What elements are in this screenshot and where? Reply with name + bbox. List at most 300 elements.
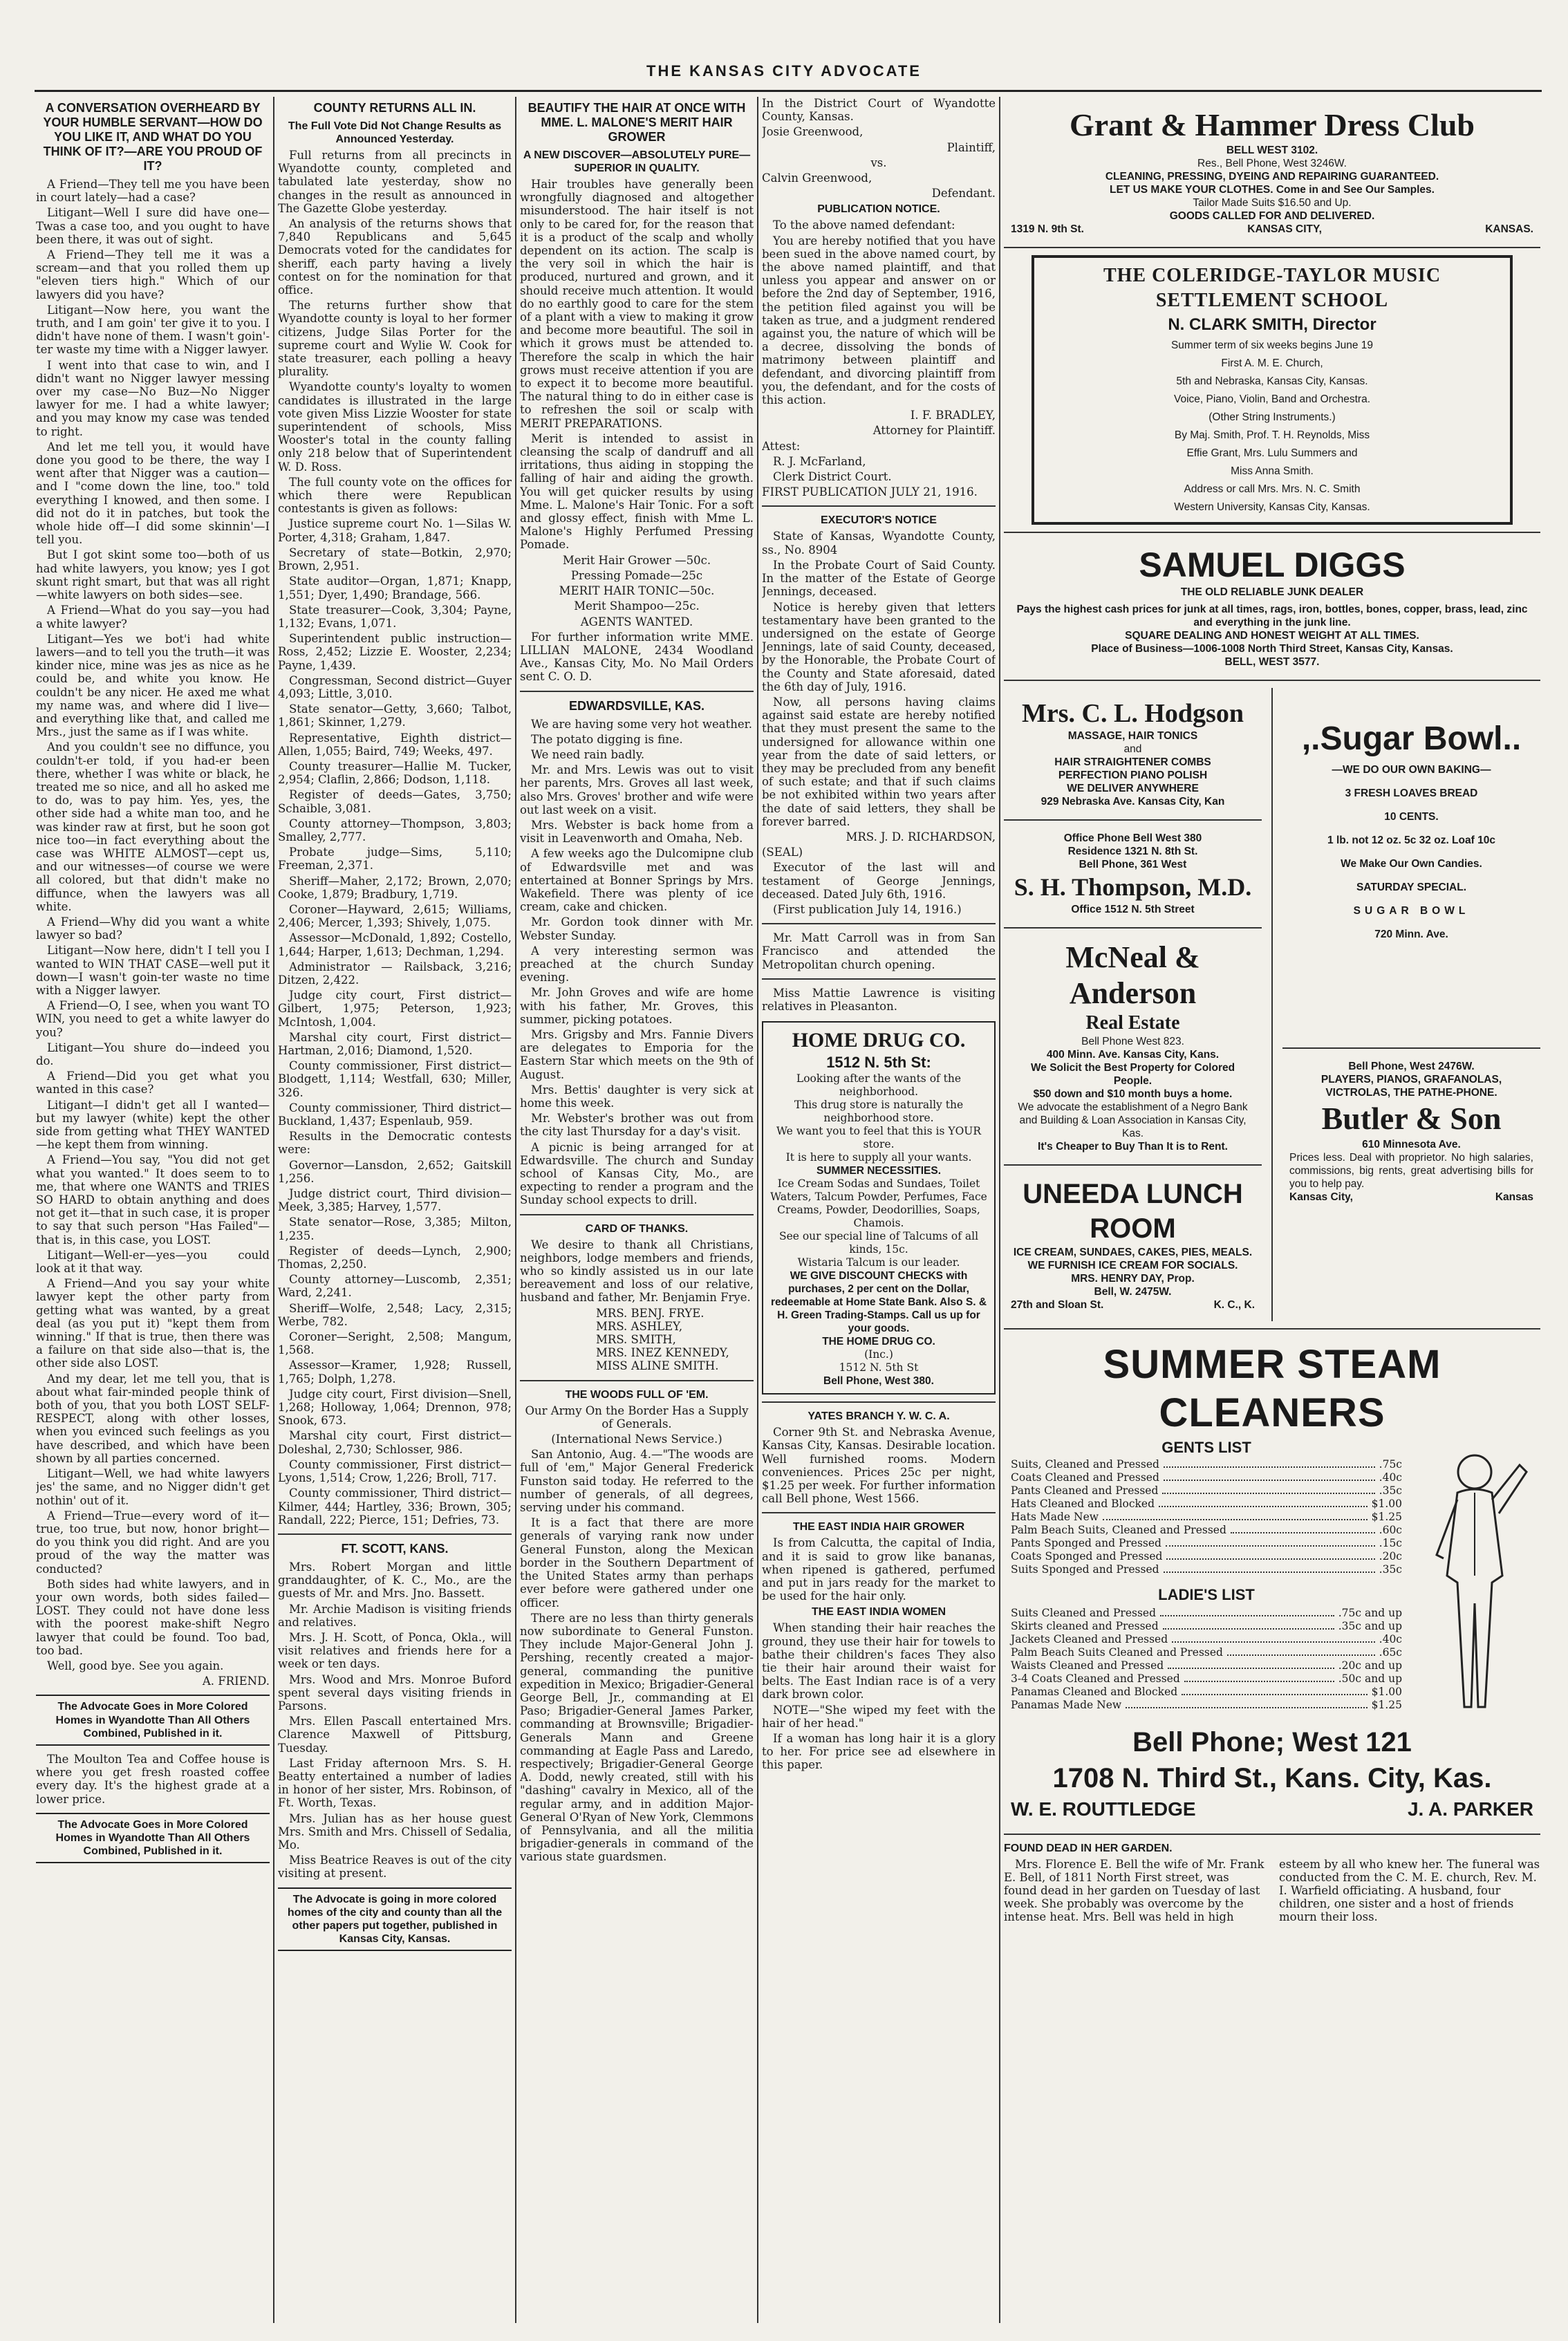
notice-tail: Executor of the last will and testament of George Jennings, deceased. Dated July 6th, 1916.	[762, 861, 996, 901]
divider	[1004, 819, 1262, 821]
column-divider	[515, 97, 516, 2323]
attest-line: R. J. McFarland,	[773, 454, 866, 468]
price-row	[1011, 1672, 1402, 1686]
price-item-value: .35c	[1379, 1484, 1402, 1498]
price-item-label: Palm Beach Suits, Cleaned and Pressed	[1011, 1524, 1226, 1537]
notice-signature: I. F. BRADLEY,	[910, 409, 996, 422]
ad-line: Voice, Piano, Violin, Band and Orchestra.	[1173, 393, 1371, 406]
price-row	[1011, 1699, 1402, 1712]
paragraph: Judge district court, Third division—Meek, 3,385; Harvey, 1,577.	[278, 1187, 512, 1214]
paragraph: Coroner—Hayward, 2,615; Williams, 2,406; Mercer, 1,393; Shively, 1,075.	[278, 902, 512, 930]
price-lists	[1011, 1437, 1533, 1717]
paragraph: County attorney—Luscomb, 2,351; Ward, 2,241.	[278, 1273, 512, 1300]
ad-line: SUMMER NECESSITIES.	[816, 1165, 941, 1177]
column-4	[762, 97, 996, 2323]
paragraph: Litigant—Well, we had white lawyers jes' the same, and no Nigger didn't get nothin' out of it.	[36, 1467, 270, 1507]
divider	[278, 1533, 512, 1535]
ad-line: —WE DO OUR OWN BAKING—	[1332, 764, 1491, 776]
ad-line: HAIR STRAIGHTENER COMBS	[1054, 756, 1211, 769]
ad-title: ,.Sugar Bowl..	[1301, 720, 1522, 758]
paragraph: A Friend—They tell me it was a scream—and that you rolled them up "eleven tiers high." Which of our lawyers did you have?	[36, 248, 270, 301]
ad-line: 5th and Nebraska, Kansas City, Kansas.	[1176, 375, 1368, 388]
notice-signature: Attorney for Plaintiff.	[872, 424, 996, 438]
ad-line: 1 lb. not 12 oz. 5c 32 oz. Loaf 10c	[1327, 834, 1495, 847]
price-item-value: $1.25	[1371, 1511, 1402, 1524]
paragraph: Notice is hereby given that letters testamentary have been granted to the undersigned on the estate of George Jennings, late of said County, deceased, by the Honorable, the Probate Court of the County and State aforesaid, dated the 6th day of July, 1916.	[762, 600, 996, 693]
ad-line: WE FURNISH ICE CREAM FOR SOCIALS.	[1027, 1260, 1238, 1272]
ad-line: MASSAGE, HAIR TONICS	[1067, 730, 1198, 743]
price-row	[1011, 1550, 1402, 1563]
ad-line: Bell Phone West 823.	[1081, 1036, 1184, 1048]
thanks-name: MISS ALINE SMITH.	[596, 1359, 719, 1373]
paragraph: Assessor—McDonald, 1,892; Costello, 1,644; Harper, 1,613; Dechman, 1,294.	[278, 931, 512, 958]
price-row	[1011, 1537, 1402, 1550]
ad-line: Summer term of six weeks begins June 19	[1170, 339, 1374, 352]
price-row	[1011, 1686, 1402, 1699]
ad-line: We advocate the establishment of a Negro Bank and Building & Loan Association in Kansas City, Kas.	[1018, 1101, 1248, 1140]
divider	[520, 1380, 754, 1381]
news-service: (International News Service.)	[551, 1433, 722, 1446]
article-heading: A CONVERSATION OVERHEARD BY YOUR HUMBLE SERVANT—HOW DO YOU LIKE IT, AND WHAT DO YOU THINK OF IT?—ARE YOU PROUD OF IT?	[43, 101, 263, 173]
article-subheading: The Full Vote Did Not Change Results as Announced Yesterday.	[288, 120, 502, 145]
paragraph: The full county vote on the offices for which there were Republican contestants is given as follows:	[278, 475, 512, 516]
price-row	[1011, 1633, 1402, 1646]
price-item-value: .20c and up	[1338, 1659, 1402, 1672]
ads-two-column	[1004, 688, 1540, 1321]
paragraph: Mrs. J. H. Scott, of Ponca, Okla., will visit relatives and friends here for a week or ten days.	[278, 1630, 512, 1671]
paragraph: Administrator — Railsback, 3,216; Ditzen, 2,422.	[278, 960, 512, 987]
ad-line: WE GIVE DISCOUNT CHECKS with purchases, 2 per cent on the Dollar, redeemable at Home State Bank. Also S. & H. Green Trading-Stamps. Call us up for your goods.	[770, 1270, 987, 1335]
ad-line: 10 CENTS.	[1384, 811, 1439, 823]
thanks-name: MRS. BENJ. FRYE.	[596, 1306, 704, 1320]
article-subheading: A NEW DISCOVER—ABSOLUTELY PURE—SUPERIOR IN QUALITY.	[523, 149, 751, 174]
ad-phone: Bell Phone; West 121	[1132, 1726, 1412, 1757]
gents-list-heading: GENTS LIST	[1161, 1439, 1251, 1457]
ad-line: Bell Phone, West 380.	[823, 1375, 934, 1388]
paragraph: And my dear, let me tell you, that is about what fair-minded people think of both of you, that you both LOST SELF-RESPECT, along with other losses, when you evinced such feelings as you have described, and which have been shown by all parties concerned.	[36, 1372, 270, 1465]
price-item: Pressing Pomade—25c	[570, 568, 703, 582]
ladies-list	[1011, 1607, 1402, 1712]
paragraph: Mr. John Groves and wife are home with his father, Mr. Groves, this summer, picking potatoes.	[520, 986, 754, 1026]
ad-line: CLEANING, PRESSING, DYEING AND REPAIRING GUARANTEED.	[1105, 171, 1439, 183]
article-body	[278, 1560, 512, 1881]
paragraph: I went into that case to win, and I didn't want no Nigger lawyer messing over my case—No Buz—No Nigger lawyer for me. I had a white lawyer; and you may know my case was tended to right.	[36, 358, 270, 438]
paragraph: Mrs. Wood and Mrs. Monroe Buford spent several days visiting friends in Parsons.	[278, 1672, 512, 1713]
attest-line: Attest:	[762, 439, 801, 453]
paragraph: Judge city court, First district—Gilbert, 1,975; Peterson, 1,923; McIntosh, 1,004.	[278, 989, 512, 1029]
article-heading: CARD OF THANKS.	[585, 1222, 689, 1235]
ad-line: Looking after the wants of the neighborhood.	[796, 1072, 962, 1099]
paragraph: Assessor—Kramer, 1,928; Russell, 1,765; Dolph, 1,278.	[278, 1359, 512, 1386]
gents-list	[1011, 1458, 1402, 1576]
notice-heading: EXECUTOR'S NOTICE	[821, 514, 937, 527]
price-row	[1011, 1659, 1402, 1672]
ad-line: and	[1123, 743, 1142, 756]
ad-owner: J. A. PARKER	[1407, 1798, 1533, 1820]
paragraph: Both sides had white lawyers, and in your own words, both sides failed—LOST. They could not have done less with the poorest make-shift Negro lawyer that could be found. Too bad, too bad.	[36, 1577, 270, 1657]
divider	[520, 691, 754, 692]
court-line: Plaintiff,	[946, 140, 996, 154]
price-row	[1011, 1620, 1402, 1633]
paragraph: A Friend—O, I see, when you want TO WIN, you need to get a white lawyer do you?	[36, 999, 270, 1039]
article-heading: FT. SCOTT, KANS.	[341, 1541, 449, 1556]
paragraph: Wyandotte county's loyalty to women candidates is illustrated in the large vote given Miss Lizzie Wooster for state superintendent of schools, Miss Wooster's total in the county falling only 218 below that of Superintendent W. D. Ross.	[278, 380, 512, 474]
dot-leader	[1126, 1699, 1367, 1708]
paragraph: An analysis of the returns shows that 7,840 Republicans and 5,645 Democrats voted for the candidates for sheriff, each party having a lively contest on for the nomination for that office.	[278, 217, 512, 297]
price-row	[1011, 1607, 1402, 1620]
paragraph: Marshal city court, First district—Hartman, 2,016; Diamond, 1,520.	[278, 1030, 512, 1057]
ad-line: 1512 N. 5th St	[839, 1361, 919, 1374]
ad-line: Miss Anna Smith.	[1231, 465, 1314, 478]
butler-ad	[1282, 1056, 1540, 1208]
paragraph: Representative, Eighth district—Allen, 1,055; Baird, 749; Weeks, 497.	[278, 731, 512, 758]
thanks-names	[520, 1307, 754, 1373]
dot-leader	[1159, 1498, 1368, 1507]
ad-title: S. H. Thompson, M.D.	[1014, 873, 1252, 902]
paragraph: Mr. Archie Madison is visiting friends and relatives.	[278, 1602, 512, 1629]
price-item: AGENTS WANTED.	[580, 615, 693, 628]
price-item-value: .65c	[1379, 1646, 1402, 1659]
paragraph: It is a fact that there are more generals of varying rank now under General Funston, along the Mexican border in the Southern Department of the United States army than perhaps ever before were gathered under one officer.	[520, 1516, 754, 1610]
ladies-list-heading: LADIE'S LIST	[1158, 1586, 1255, 1604]
ad-subtitle: Real Estate	[1085, 1012, 1180, 1034]
divider	[1004, 927, 1262, 929]
paragraph: There are no less than thirty generals now subordinate to General Funston. They include Major-General John J. Pershing, recently created a major-general, commanding the punitive expedition in Mexico; Brigadier-General George Bell, Jr., commanding at El Paso; Brigadier-General James Parker, commanding at Brownsville; Brigadier-Generals Mann and Greene commanding at Eagle Pass and Laredo, respectively; Brigadier-General George A. Dodd, newly created, still with his "dashing" cavalry in Mexico, all of the regular army, and in addition Major-General O'Ryan of New York, Clemmons of Pennsylvania, and all the militia brigadier-generals in command of the various state guardsmen.	[520, 1611, 754, 1864]
samuel-diggs-ad	[1004, 540, 1540, 673]
paragraph: A Friend—Why did you want a white lawyer so bad?	[36, 915, 270, 942]
ad-line: Residence 1321 N. 8th St.	[1067, 846, 1198, 858]
ad-line: We Make Our Own Candies.	[1341, 858, 1482, 870]
notice-heading: PUBLICATION NOTICE.	[817, 203, 940, 216]
paragraph: A picnic is being arranged for at Edwardsville. The church and Sunday school of Kansas City, Mo., are expecting to render a program and the Sunday school expects to drill.	[520, 1140, 754, 1207]
price-item-value: .75c	[1379, 1458, 1402, 1471]
ad-title: McNeal & Anderson	[1065, 940, 1200, 1011]
price-item-label: Suits Cleaned and Pressed	[1011, 1607, 1156, 1620]
price-item-value: .15c	[1379, 1537, 1402, 1550]
dot-leader	[1168, 1659, 1334, 1669]
dot-leader	[1184, 1672, 1334, 1682]
divider	[1004, 532, 1540, 533]
divider	[762, 505, 996, 507]
price-item-label: 3-4 Coats Cleaned and Pressed	[1011, 1672, 1180, 1686]
article-body	[278, 149, 512, 1527]
ad-line: See our special line of Talcums of all kinds, 15c.	[778, 1230, 979, 1256]
ad-line: We Solicit the Best Property for Colored People.	[1030, 1062, 1235, 1088]
dot-leader	[1160, 1607, 1334, 1616]
notice-seal: (SEAL)	[762, 846, 803, 859]
paragraph: County attorney—Thompson, 3,803; Smalley, 2,777.	[278, 817, 512, 843]
ad-line: Address or call Mrs. Mrs. N. C. Smith	[1184, 483, 1361, 496]
ads-right	[1282, 688, 1540, 1213]
found-dead-article	[1004, 1842, 1540, 1924]
ad-line: BELL WEST 3102.	[1226, 144, 1318, 156]
paragraph: Miss Beatrice Reaves is out of the city visiting at present.	[278, 1854, 512, 1881]
ad-director: N. CLARK SMITH, Director	[1168, 315, 1376, 335]
paragraph: We are having some very hot weather.	[531, 717, 752, 731]
divider	[762, 923, 996, 924]
ad-line: BELL, WEST 3577.	[1224, 656, 1320, 669]
paragraph: Well, good bye. See you again.	[47, 1659, 224, 1672]
column-5-ads	[1004, 97, 1540, 2323]
ad-title: SAMUEL DIGGS	[1139, 545, 1406, 585]
ad-line: Western University, Kansas City, Kansas.	[1174, 501, 1370, 514]
ad-line: 400 Minn. Ave. Kansas City, Kans.	[1046, 1049, 1220, 1061]
column-divider	[757, 97, 758, 2323]
article-body	[520, 178, 754, 552]
price-item-value: .35c and up	[1338, 1620, 1402, 1633]
notice-heading: THE EAST INDIA WOMEN	[811, 1606, 946, 1619]
paragraph: Hair troubles have generally been wrongfully diagnosed and altogether misunderstood. The hair itself is not only to be cared for, for the reason that it is a product of the scalp and wholly dependent on its action. The scalp is the very soil in which the hair is produced, nurtured and grown, and it should receive much attention. It would do no earthly good to care for the stem of a plant with a view to making it grow and become more beautiful. The soil in which it grows must be attended to. Therefore the scalp in which the hair grows must receive attention if you are to expect it to become more beautiful. The natural thing to do in either case is to refreshen the soil or scalp with MERIT PREPARATIONS.	[520, 178, 754, 430]
ad-state: Kansas	[1495, 1191, 1533, 1204]
price-item-value: .75c and up	[1338, 1607, 1402, 1620]
paragraph: Litigant—Yes we bot'i had white lawers—and to tell you the truth—it was kinder nice, mine was jes as nice as he could be, and white you know. He couldn't be any nicer. He axed me what my name was, and where did I live—and everything like that, and called me Mrs., just the same as if I was white.	[36, 632, 270, 739]
paragraph: Mr. Gordon took dinner with Mr. Webster Sunday.	[520, 915, 754, 942]
price-item-value: .35c	[1379, 1563, 1402, 1576]
price-row	[1011, 1484, 1402, 1498]
divider	[1004, 247, 1540, 248]
ad-city: Kansas City,	[1289, 1191, 1353, 1204]
ad-line: Wistaria Talcum is our leader.	[797, 1256, 960, 1269]
ad-line: Bell Phone, 361 West	[1079, 859, 1187, 871]
dot-leader	[1164, 1471, 1375, 1481]
ad-line: Place of Business—1006-1008 North Third Street, Kansas City, Kansas.	[1091, 643, 1453, 655]
ad-title: Butler & Son	[1321, 1101, 1502, 1137]
paragraph: Marshal city court, First district—Doleshal, 2,730; Schlosser, 986.	[278, 1429, 512, 1456]
article-heading: BEAUTIFY THE HAIR AT ONCE WITH MME. L. MALONE'S MERIT HAIR GROWER	[528, 101, 746, 144]
thanks-name: MRS. SMITH,	[596, 1333, 676, 1347]
ad-line: 720 Minn. Ave.	[1374, 929, 1448, 941]
dot-leader	[1164, 1563, 1375, 1573]
price-item: Merit Shampoo—25c.	[574, 599, 700, 613]
ad-line: $50 down and $10 month buys a home.	[1033, 1088, 1233, 1101]
paragraph: Register of deeds—Lynch, 2,900; Thomas, 2,250.	[278, 1244, 512, 1271]
price-item-label: Palm Beach Suits Cleaned and Pressed	[1011, 1646, 1223, 1659]
price-item-label: Waists Cleaned and Pressed	[1011, 1659, 1164, 1672]
ad-owner: W. E. ROUTTLEDGE	[1011, 1798, 1196, 1820]
tailor-illustration-icon	[1416, 1437, 1533, 1714]
ad-line: Tailor Made Suits $16.50 and Up.	[1193, 197, 1352, 209]
mcneal-anderson-ad	[1004, 935, 1262, 1157]
price-row	[1011, 1511, 1402, 1524]
dot-leader	[1163, 1620, 1334, 1630]
price-item-label: Pants Sponged and Pressed	[1011, 1537, 1161, 1550]
local-news: Miss Mattie Lawrence is visiting relatives in Pleasanton.	[762, 986, 996, 1013]
paragraph: State auditor—Organ, 1,871; Knapp, 1,551; Dyer, 1,490; Brandage, 566.	[278, 575, 512, 601]
paragraph: A Friend—True—every word of it—true, too true, but now, honor bright—do you think you did right. And are you proud of the way the matter was conducted?	[36, 1509, 270, 1576]
thompson-ad	[1004, 828, 1262, 920]
ad-line: Effie Grant, Mrs. Lulu Summers and	[1186, 447, 1358, 460]
paragraph: The returns further show that Wyandotte county is loyal to her former citizens, Judge Silas Porter for the supreme court and Wylie W. Cook for state treasurer, each polling a heavy plurality.	[278, 299, 512, 379]
paragraph: Secretary of state—Botkin, 2,970; Brown, 2,951.	[278, 545, 512, 573]
price-list	[520, 554, 754, 628]
price-item-label: Hats Made New	[1011, 1511, 1099, 1524]
column-divider	[273, 97, 274, 2323]
ad-line: SUGAR BOWL	[1353, 905, 1470, 917]
ad-line: (Other String Instruments.)	[1208, 411, 1336, 424]
ad-state: KANSAS.	[1485, 223, 1533, 235]
paragraph: Superintendent public instruction—Ross, 2,452; Lizzie E. Wooster, 2,234; Payne, 1,439.	[278, 632, 512, 672]
price-row	[1011, 1563, 1402, 1576]
top-rule	[35, 90, 1542, 92]
paragraph: Coroner—Seright, 2,508; Mangum, 1,568.	[278, 1330, 512, 1357]
divider	[1282, 1047, 1540, 1049]
paragraph: Mrs. Ellen Pascall entertained Mrs. Clarence Maxwell of Pittsburg, Tuesday.	[278, 1715, 512, 1755]
ad-line: We want you to feel that this is YOUR store.	[776, 1125, 982, 1151]
uneeda-ad	[1004, 1173, 1262, 1316]
dot-leader	[1172, 1633, 1375, 1643]
paragraph: Litigant—Well-er—yes—you could look at it that way.	[36, 1248, 270, 1276]
paragraph: Full returns from all precincts in Wyandotte county, completed and tabulated late yesterday, show no changes in the result as announced in The Gazette Globe yesterday.	[278, 149, 512, 215]
ad-address: 27th and Sloan St.	[1011, 1299, 1104, 1312]
column-1	[36, 97, 270, 2323]
article-body	[520, 1448, 754, 1863]
paragraph: A Friend—What do you say—you had a white lawyer?	[36, 604, 270, 631]
steam-cleaners-ad	[1004, 1336, 1540, 1826]
notice-body	[762, 530, 996, 828]
paragraph: Last Friday afternoon Mrs. S. H. Beatty entertained a number of ladies in honor of her sister, Mrs. Robinson, of Ft. Worth, Texas.	[278, 1756, 512, 1810]
masthead: THE KANSAS CITY ADVOCATE	[646, 62, 922, 80]
paragraph: And let me tell you, it would have done you good to be there, the way I went after that Nigger was a caution—and I "come down the line, too." told everything I knowed, and then some. I did not do it in patches, but took the whole hide off—I did some skinnin'—I tell you.	[36, 440, 270, 547]
dot-leader	[1231, 1524, 1375, 1533]
paragraph: Mrs. Webster is back home from a visit in Leavenworth and Omaha, Neb.	[520, 818, 754, 846]
paragraph: State senator—Getty, 3,660; Talbot, 1,861; Skinner, 1,279.	[278, 702, 512, 729]
paragraph: State of Kansas, Wyandotte County, ss., No. 8904	[762, 530, 996, 557]
ad-line: 610 Minnesota Ave.	[1362, 1139, 1461, 1151]
divider	[1004, 1834, 1540, 1835]
ad-line: Bell Phone, West 2476W.	[1348, 1061, 1475, 1073]
dot-leader	[1103, 1511, 1368, 1520]
ad-footer	[1011, 223, 1533, 236]
paragraph: Results in the Democratic contests were:	[278, 1130, 512, 1157]
price-item-value: .40c	[1379, 1471, 1402, 1484]
divider	[1004, 1164, 1262, 1166]
ad-footer	[1011, 1298, 1255, 1312]
ad-line: Prices less. Deal with proprietor. No high salaries, commissions, big rents, great advertising bills for you to help pay.	[1289, 1152, 1533, 1191]
ad-title: Grant & Hammer Dress Club	[1069, 107, 1475, 142]
divider	[762, 1512, 996, 1513]
divider	[762, 978, 996, 980]
ad-line: WE DELIVER ANYWHERE	[1067, 783, 1199, 795]
article-body: Mrs. Florence E. Bell the wife of Mr. Frank E. Bell, of 1811 North First street, was found dead in her garden on Tuesday of last week. She probably was overcome by the intense heat. Mrs. Bell was held in high esteem by all who knew her. The funeral was conducted from the C. M. E. church, Rev. M. I. Warfield officiating. A husband, four children, one sister and a host of friends mourn their loss.	[1004, 1857, 1540, 1924]
agents-text: For further information write MME. LILLIAN MALONE, 2434 Woodland Ave., Kansas City, Mo. No Mail Orders sent C. O. D.	[520, 630, 754, 684]
ad-address: 1319 N. 9th St.	[1011, 223, 1084, 235]
paragraph: Mrs. Bettis' daughter is very sick at home this week.	[520, 1083, 754, 1110]
tailor-figure	[1416, 1437, 1533, 1717]
dot-leader	[1166, 1550, 1374, 1560]
paragraph: County commissioner, First district—Lyons, 1,514; Crow, 1,226; Broll, 717.	[278, 1457, 512, 1485]
ad-city: KANSAS CITY,	[1247, 223, 1322, 235]
price-item-label: Suits, Cleaned and Pressed	[1011, 1458, 1159, 1471]
article-signature: A. FRIEND.	[202, 1675, 270, 1688]
court-line: In the District Court of Wyandotte County, Kansas.	[762, 97, 996, 124]
article-body	[36, 178, 270, 1672]
ad-address: 1512 N. 5th St:	[826, 1054, 931, 1072]
paragraph: Mrs. Julian has as her house guest Mrs. Smith and Mrs. Chissell of Sedalia, Mo.	[278, 1811, 512, 1852]
price-row	[1011, 1498, 1402, 1511]
paragraph: Litigant—Now here, didn't I tell you I wanted to WIN THAT CASE—well put it down—I wasn't goin-ter waste no time with a Nigger lawyer.	[36, 944, 270, 997]
column-divider	[999, 97, 1000, 2323]
paragraph: A Friend—They tell me you have been in court lately—had a case?	[36, 178, 270, 205]
attest-line: FIRST PUBLICATION JULY 21, 1916.	[762, 485, 978, 499]
paragraph: Litigant—Now here, you want the truth, and I am goin' ter give it to you. I didn't have none of them. I wasn't goin'-ter waste my time with a Nigger lawyer.	[36, 303, 270, 357]
ad-title: THE COLERIDGE-TAYLOR MUSIC SETTLEMENT SCHOOL	[1103, 265, 1441, 312]
advocate-notice: The Advocate Goes in More Colored Homes in Wyandotte Than All Others Combined, Published in it.	[36, 1813, 270, 1864]
ad-line: First A. M. E. Church,	[1221, 357, 1323, 370]
divider	[762, 1401, 996, 1403]
ad-line: PERFECTION PIANO POLISH	[1058, 770, 1208, 782]
price-item-label: Jackets Cleaned and Pressed	[1011, 1633, 1168, 1646]
paragraph: Mr. Webster's brother was out from the city last Thursday for a day's visit.	[520, 1112, 754, 1139]
ad-city: K. C., K.	[1213, 1299, 1255, 1312]
notice-heading: YATES BRANCH Y. W. C. A.	[808, 1410, 950, 1423]
price-item: Merit Hair Grower —50c.	[562, 553, 711, 567]
ad-line: Ice Cream Sodas and Sundaes, Toilet Waters, Talcum Powder, Perfumes, Face Creams, Powder, Deodorillies, Soaps, Chamois.	[770, 1177, 987, 1230]
refund-text: If a woman has long hair it is a glory to her. For price see ad elsewhere in this paper.	[762, 1732, 996, 1772]
price-item-label: Suits Sponged and Pressed	[1011, 1563, 1159, 1576]
column-2	[278, 97, 512, 2323]
dot-leader	[1227, 1646, 1375, 1656]
grant-hammer-ad	[1004, 102, 1540, 240]
price-item-label: Hats Cleaned and Blocked	[1011, 1498, 1155, 1511]
price-item-value: .50c and up	[1338, 1672, 1402, 1686]
ad-line: 929 Nebraska Ave. Kansas City, Kan	[1040, 796, 1225, 808]
court-line: Defendant.	[931, 187, 996, 200]
column-3	[520, 97, 754, 2323]
music-school-ad	[1032, 255, 1513, 525]
column-divider	[1271, 688, 1273, 1321]
attest-line: Clerk District Court.	[773, 470, 892, 484]
dot-leader	[1182, 1686, 1367, 1695]
ywca-text: Corner 9th St. and Nebraska Avenue, Kansas City, Kansas. Desirable location. Well furnished rooms. Modern conveniences. Prices 25c per night, $1.25 per week. For further information call Bell phone, West 1566.	[762, 1426, 996, 1506]
paragraph: County commissioner, First district—Blodgett, 1,114; Westfall, 630; Miller, 326.	[278, 1059, 512, 1099]
paragraph: But I got skint some too—both of us had white lawyers, you know; yes I got skunt right smart, but that was all right—white lawyers on both sides—see.	[36, 548, 270, 602]
ad-title: SUMMER STEAM CLEANERS	[1103, 1342, 1441, 1436]
paragraph: County commissioner, Third district—Buckland, 1,437; Espenlaub, 959.	[278, 1101, 512, 1128]
price-item-value: $1.00	[1371, 1498, 1402, 1511]
paragraph: Register of deeds—Gates, 3,750; Schaible, 3,081.	[278, 788, 512, 815]
dot-leader	[1164, 1458, 1375, 1468]
ad-line: PLAYERS, PIANOS, GRAFANOLAS, VICTROLAS, THE PATHE-PHONE.	[1320, 1074, 1502, 1099]
price-row	[1011, 1524, 1402, 1537]
price-item-label: Panamas Cleaned and Blocked	[1011, 1686, 1178, 1699]
paragraph: Governor—Lansdon, 2,652; Gaitskill 1,256.	[278, 1158, 512, 1185]
ad-line: MRS. HENRY DAY, Prop.	[1071, 1273, 1195, 1285]
paragraph: Merit is intended to assist in cleansing the scalp of dandruff and all irritations, thus aiding in stopping the falling of hair and aiding the growth. You will get quicker results by using Mme. L. Malone's Hair Tonic. For a soft and glossy effect, finish with Mme L. Malone's Highly Perfumed Pressing Pomade.	[520, 431, 754, 552]
ad-title: HOME DRUG CO.	[792, 1029, 966, 1052]
paragraph: San Antonio, Aug. 4.—"The woods are full of 'em," Major General Frederick Funston said today. He referred to the number of generals, of all degrees, serving under his command.	[520, 1448, 754, 1515]
paragraph: The potato digging is fine.	[531, 732, 683, 746]
price-columns	[1011, 1437, 1416, 1717]
ad-line: Pays the highest cash prices for junk at all times, rags, iron, bottles, bones, copper, brass, lead, zinc and everything in the junk line.	[1016, 604, 1528, 629]
divider	[1004, 1328, 1540, 1330]
ad-line: This drug store is naturally the neighborhood store.	[794, 1099, 964, 1125]
ad-line: ICE CREAM, SUNDAES, CAKES, PIES, MEALS.	[1013, 1247, 1253, 1259]
hodgson-ad	[1004, 693, 1262, 812]
paragraph: State senator—Rose, 3,385; Milton, 1,235.	[278, 1215, 512, 1242]
paragraph: Litigant—Well I sure did have one—Twas a case too, and you ought to have been there, it was out of sight.	[36, 206, 270, 246]
paragraph: You are hereby notified that you have been sued in the above named court, by the above named plaintiff, and that unless you appear and answer on or before the 2nd day of September, 1916, the petition filed against you will be taken as true, and a judgment rendered against you, the nature of which will be a decree, dissolving the bonds of matrimony between plaintiff and defendant, and divorcing plaintiff from you, the defendant, and for the costs of this action.	[762, 234, 996, 407]
price-item-label: Coats Sponged and Pressed	[1011, 1550, 1163, 1563]
article-heading: COUNTY RETURNS ALL IN.	[313, 101, 476, 115]
paragraph: Mrs. Robert Morgan and little granddaughter, of K. C., Mo., are the guests of Mr. and Mrs. Jno. Bassett.	[278, 1560, 512, 1601]
article-heading: EDWARDSVILLE, KAS.	[568, 698, 704, 713]
article-heading: FOUND DEAD IN HER GARDEN.	[1004, 1842, 1173, 1854]
ad-footer	[1011, 1796, 1533, 1822]
paragraph: In the Probate Court of Said County. In the matter of the Estate of George Jennings, deceased.	[762, 558, 996, 599]
paragraph: We need rain badly.	[531, 747, 645, 761]
ad-line: It is here to supply all your wants.	[785, 1151, 972, 1164]
thanks-name: MRS. ASHLEY,	[596, 1319, 683, 1333]
